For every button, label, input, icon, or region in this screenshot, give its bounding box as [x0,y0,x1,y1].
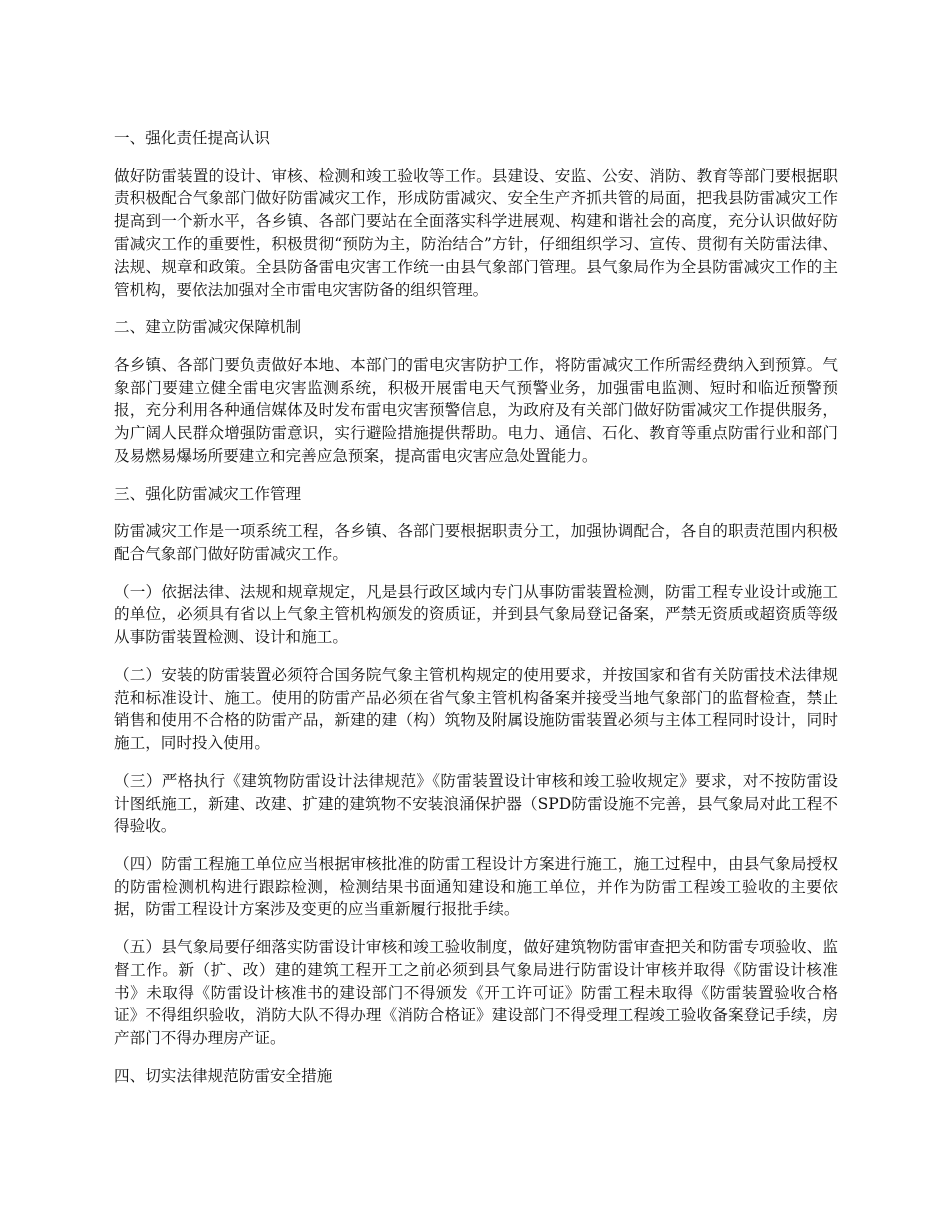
section-heading-4: 四、切实法律规范防雷安全措施 [114,1066,333,1085]
document-page [114,127,838,1102]
body-paragraph-1: 做好防雷装置的设计、审核、检测和竣工验收等工作。县建设、安监、公安、消防、教育等部门要根据职责积极配合气象部门做好防雷减灾工作，形成防雷减灾、安全生产齐抓共管的局面，把我县防雷减灾工作提高到一个新水平，各乡镇、各部门要站在全面落实科学进展观、构建和谐社会的高度，充分认识做好防雷减灾工作的重要性，积极贯彻“预防为主，防治结合”方针，仔细组织学习、宣传、贯彻有关防雷法律、法规、规章和政策。全县防备雷电灾害工作统一由县气象部门管理。县气象局作为全县防雷减灾工作的主管机构，要依法加强对全市雷电灾害防备的组织管理。 [114,166,838,299]
list-item-2: （二）安装的防雷装置必须符合国务院气象主管机构规定的使用要求，并按国家和省有关防雷技术法律规范和标准设计、施工。使用的防雷产品必须在省气象主管机构备案并接受当地气象部门的监督检查，禁止销售和使用不合格的防雷产品，新建的建（构）筑物及附属设施防雷装置必须与主体工程同时设计，同时施工，同时投入使用。 [114,665,838,753]
section-heading-3: 三、强化防雷减灾工作管理 [114,484,302,503]
section-heading-2: 二、建立防雷减灾保障机制 [114,318,302,337]
list-item-1: （一）依据法律、法规和规章规定，凡是县行政区域内专门从事防雷装置检测，防雷工程专业设计或施工的单位，必须具有省以上气象主管机构颁发的资质证，并到县气象局登记备案，严禁无资质或超资质等级从事防雷装置检测、设计和施工。 [114,582,838,647]
list-item-3: （三）严格执行《建筑物防雷设计法律规范》《防雷装置设计审核和竣工验收规定》要求，对不按防雷设计图纸施工，新建、改建、扩建的建筑物不安装浪涌保护器（SPD防雷设施不完善，县气象局对此工程不得验收。 [114,771,838,836]
body-paragraph-3: 防雷减灾工作是一项系统工程，各乡镇、各部门要根据职责分工，加强协调配合，各自的职责范围内积极配合气象部门做好防雷减灾工作。 [114,522,838,563]
body-paragraph-2: 各乡镇、各部门要负责做好本地、本部门的雷电灾害防护工作，将防雷减灾工作所需经费纳入到预算。气象部门要建立健全雷电灾害监测系统，积极开展雷电天气预警业务，加强雷电监测、短时和临近预警预报，充分利用各种通信媒体及时发布雷电灾害预警信息，为政府及有关部门做好防雷减灾工作提供服务，为广阔人民群众增强防雷意识，实行避险措施提供帮助。电力、通信、石化、教育等重点防雷行业和部门及易燃易爆场所要建立和完善应急预案，提高雷电灾害应急处置能力。 [114,355,838,465]
list-item-4: （四）防雷工程施工单位应当根据审核批准的防雷工程设计方案进行施工，施工过程中，由县气象局授权的防雷检测机构进行跟踪检测，检测结果书面通知建设和施工单位，并作为防雷工程竣工验收的主要依据，防雷工程设计方案涉及变更的应当重新履行报批手续。 [114,854,838,919]
list-item-5: （五）县气象局要仔细落实防雷设计审核和竣工验收制度，做好建筑物防雷审查把关和防雷专项验收、监督工作。新（扩、改）建的建筑工程开工之前必须到县气象局进行防雷设计审核并取得《防雷设计核准书》未取得《防雷设计核准书的建设部门不得颁发《开工许可证》防雷工程未取得《防雷装置验收合格证》不得组织验收，消防大队不得办理《消防合格证》建设部门不得受理工程竣工验收备案登记手续，房产部门不得办理房产证。 [114,938,838,1048]
section-heading-1: 一、强化责任提高认识 [114,129,270,147]
